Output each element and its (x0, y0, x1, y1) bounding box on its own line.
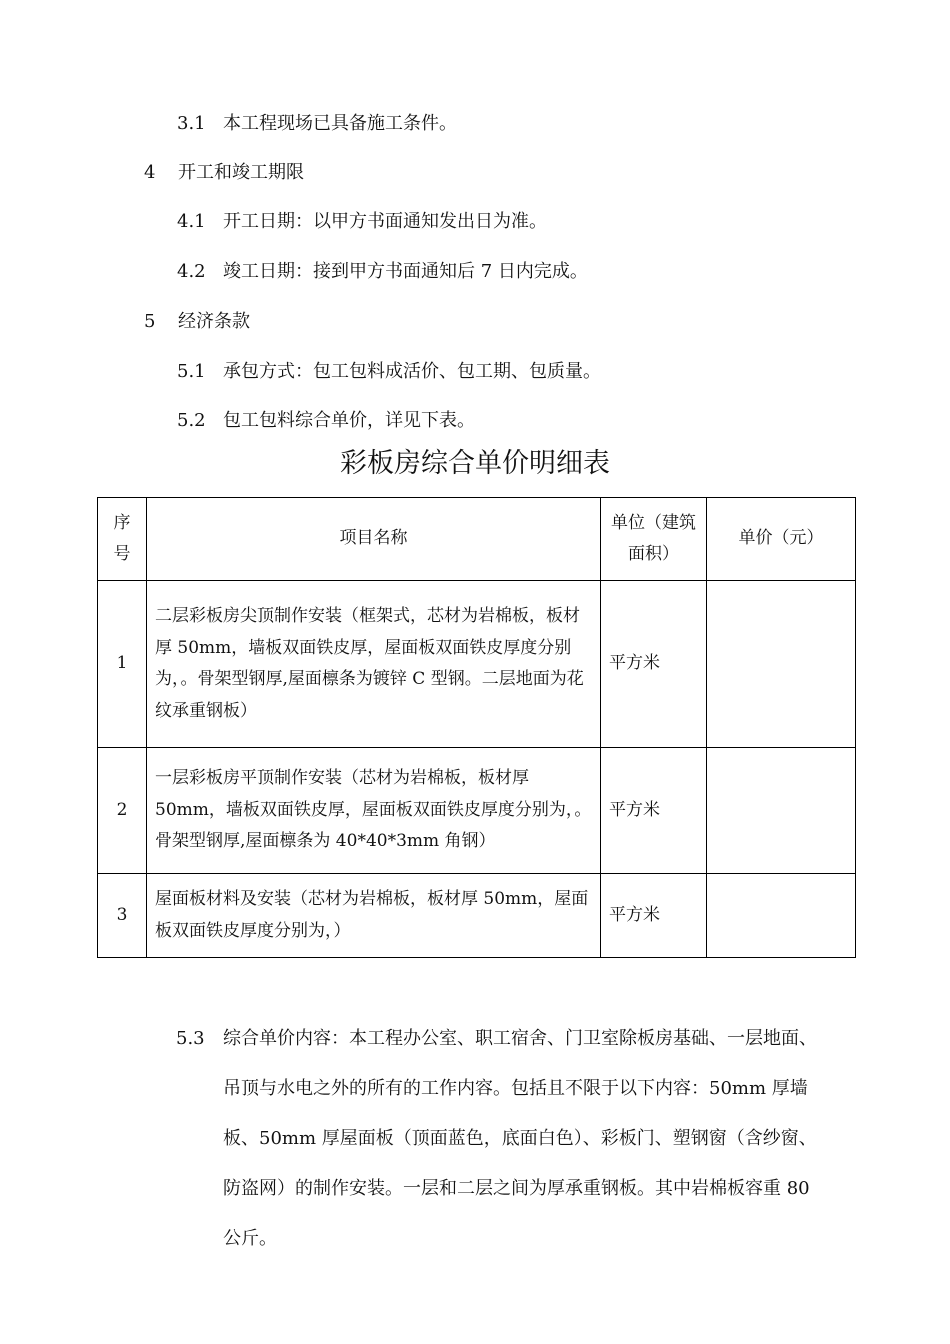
clause-4-heading (144, 161, 304, 185)
clause-text: 本工程现场已具备施工条件。 (223, 113, 457, 134)
row-price (707, 748, 856, 874)
row-seq: 3 (98, 874, 147, 958)
price-table (97, 497, 856, 958)
clause-4-1 (177, 210, 547, 234)
row-name: 屋面板材料及安装（芯材为岩棉板，板材厚 50mm，屋面板双面铁皮厚度分别为，） (147, 874, 601, 958)
table-title: 彩板房综合单价明细表 (340, 448, 610, 479)
clause-text: 竣工日期：接到甲方书面通知后 7 日内完成。 (223, 261, 588, 282)
clause-number: 4 (144, 162, 156, 183)
header-name: 项目名称 (147, 498, 601, 581)
clause-5-heading (144, 310, 250, 334)
row-name: 一层彩板房平顶制作安装（芯材为岩棉板，板材厚 50mm，墙板双面铁皮厚，屋面板双面铁皮厚度分别为，。骨架型钢厚,屋面檩条为 40*40*3mm 角钢） (147, 748, 601, 874)
clause-5-1 (177, 360, 601, 384)
clause-text: 包工包料综合单价，详见下表。 (223, 410, 475, 431)
row-unit: 平方米 (601, 874, 707, 958)
table-row (98, 581, 856, 748)
clause-text: 综合单价内容：本工程办公室、职工宿舍、门卫室除板房基础、一层地面、吊顶与水电之外的所有的工作内容。包括且不限于以下内容：50mm 厚墙板、50mm 厚屋面板（顶面蓝色，底面白色）、彩板门、塑钢窗（含纱窗、防盗网）的制作安装。一层和二层之间为厚承重钢板。其中岩棉板容重 80 公斤。 (223, 1028, 817, 1249)
table-header-row (98, 498, 856, 581)
clause-5-2 (177, 409, 475, 433)
clause-4-2 (177, 260, 588, 284)
table-row (98, 874, 856, 958)
clause-3-1 (177, 112, 457, 136)
row-price (707, 874, 856, 958)
header-price: 单价（元） (707, 498, 856, 581)
clause-text: 承包方式：包工包料成活价、包工期、包质量。 (223, 361, 601, 382)
clause-text: 开工和竣工期限 (178, 162, 304, 183)
clause-number: 4.1 (177, 211, 206, 232)
header-unit: 单位（建筑面积） (601, 498, 707, 581)
clause-number: 3.1 (177, 113, 206, 134)
row-name: 二层彩板房尖顶制作安装（框架式，芯材为岩棉板，板材厚 50mm，墙板双面铁皮厚，屋面板双面铁皮厚度分别为，。骨架型钢厚,屋面檩条为镀锌 C 型钢。二层地面为花纹承重钢板） (147, 581, 601, 748)
row-unit: 平方米 (601, 581, 707, 748)
row-seq: 1 (98, 581, 147, 748)
clause-number: 4.2 (177, 261, 206, 282)
row-seq: 2 (98, 748, 147, 874)
clause-number: 5 (144, 311, 156, 332)
row-unit: 平方米 (601, 748, 707, 874)
header-seq: 序号 (98, 498, 147, 581)
clause-number: 5.3 (176, 1028, 205, 1049)
clause-number: 5.2 (177, 410, 206, 431)
table-row (98, 748, 856, 874)
clause-text: 经济条款 (178, 311, 250, 332)
clause-number: 5.1 (177, 361, 206, 382)
clause-text: 开工日期：以甲方书面通知发出日为准。 (223, 211, 547, 232)
row-price (707, 581, 856, 748)
clause-5-3 (176, 1014, 826, 1264)
